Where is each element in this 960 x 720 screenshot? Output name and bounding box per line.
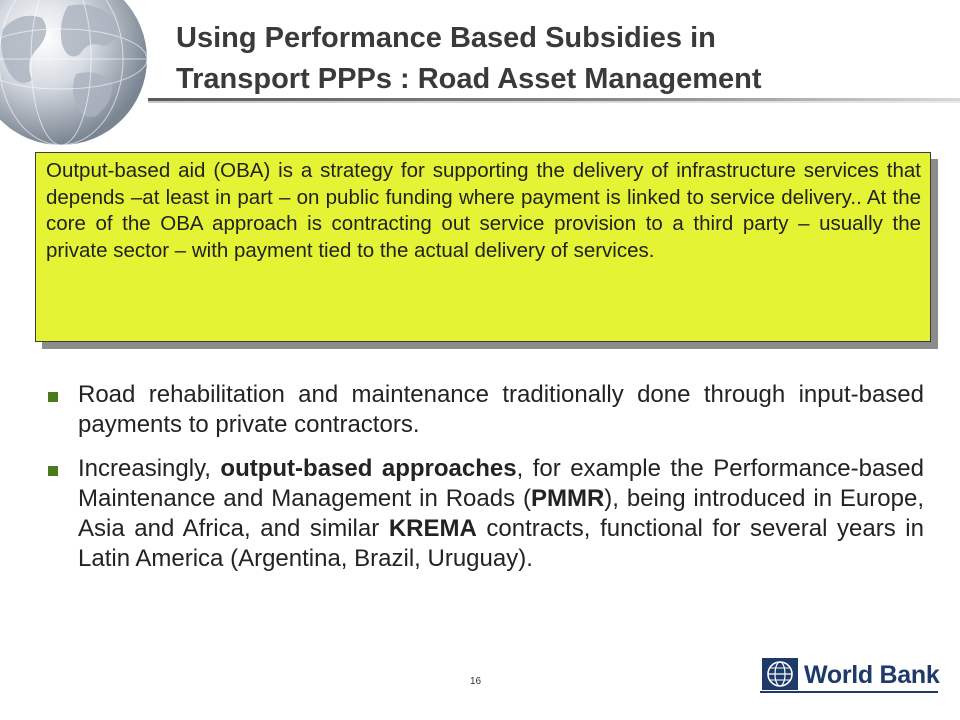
square-bullet-icon bbox=[48, 466, 58, 476]
callout-text: Output-based aid (OBA) is a strategy for supporting the delivery of infrastructure services that depends –at least in part – on public funding where payment is linked to service delivery.. At the core of the OBA approach is contracting out service provision to a third party – usually the private sector – with payment tied to the actual delivery of services. bbox=[46, 159, 921, 262]
logo-text: World Bank bbox=[804, 661, 940, 689]
logo-underline bbox=[760, 691, 938, 693]
bullet-list bbox=[48, 380, 924, 588]
square-bullet-icon bbox=[48, 392, 58, 402]
bullet2-bold-krema: KREMA bbox=[388, 515, 477, 542]
bullet2-bold-output-based: output-based approaches bbox=[220, 455, 517, 482]
title-divider-shadow bbox=[148, 101, 960, 103]
globe-icon bbox=[0, 0, 150, 148]
page-number: 16 bbox=[470, 676, 482, 687]
bullet-text-2 bbox=[78, 454, 924, 574]
bullet2-text-c: ), being introduced in Europe, Asia and Africa, and similar bbox=[78, 485, 924, 542]
bullet2-text-b: , for example the Performance-based Maintenance and Management in Roads ( bbox=[78, 455, 924, 512]
bullet2-text-a: Increasingly, bbox=[78, 455, 221, 482]
bullet-text-1: Road rehabilitation and maintenance traditionally done through input-based payments to private contractors. bbox=[78, 381, 924, 438]
list-item bbox=[48, 454, 924, 574]
list-item bbox=[48, 380, 924, 440]
title-line-1: Using Performance Based Subsidies in bbox=[176, 22, 716, 54]
world-bank-logo bbox=[760, 658, 938, 694]
bullet2-bold-pmmr: PMMR bbox=[530, 485, 605, 512]
slide-title bbox=[176, 18, 946, 100]
world-bank-emblem-icon bbox=[762, 658, 798, 690]
oba-definition-callout bbox=[35, 152, 931, 342]
title-line-2: Transport PPPs : Road Asset Management bbox=[176, 63, 762, 95]
bullet2-text-d: contracts, functional for several years in Latin America (Argentina, Brazil, Uruguay). bbox=[78, 515, 924, 572]
